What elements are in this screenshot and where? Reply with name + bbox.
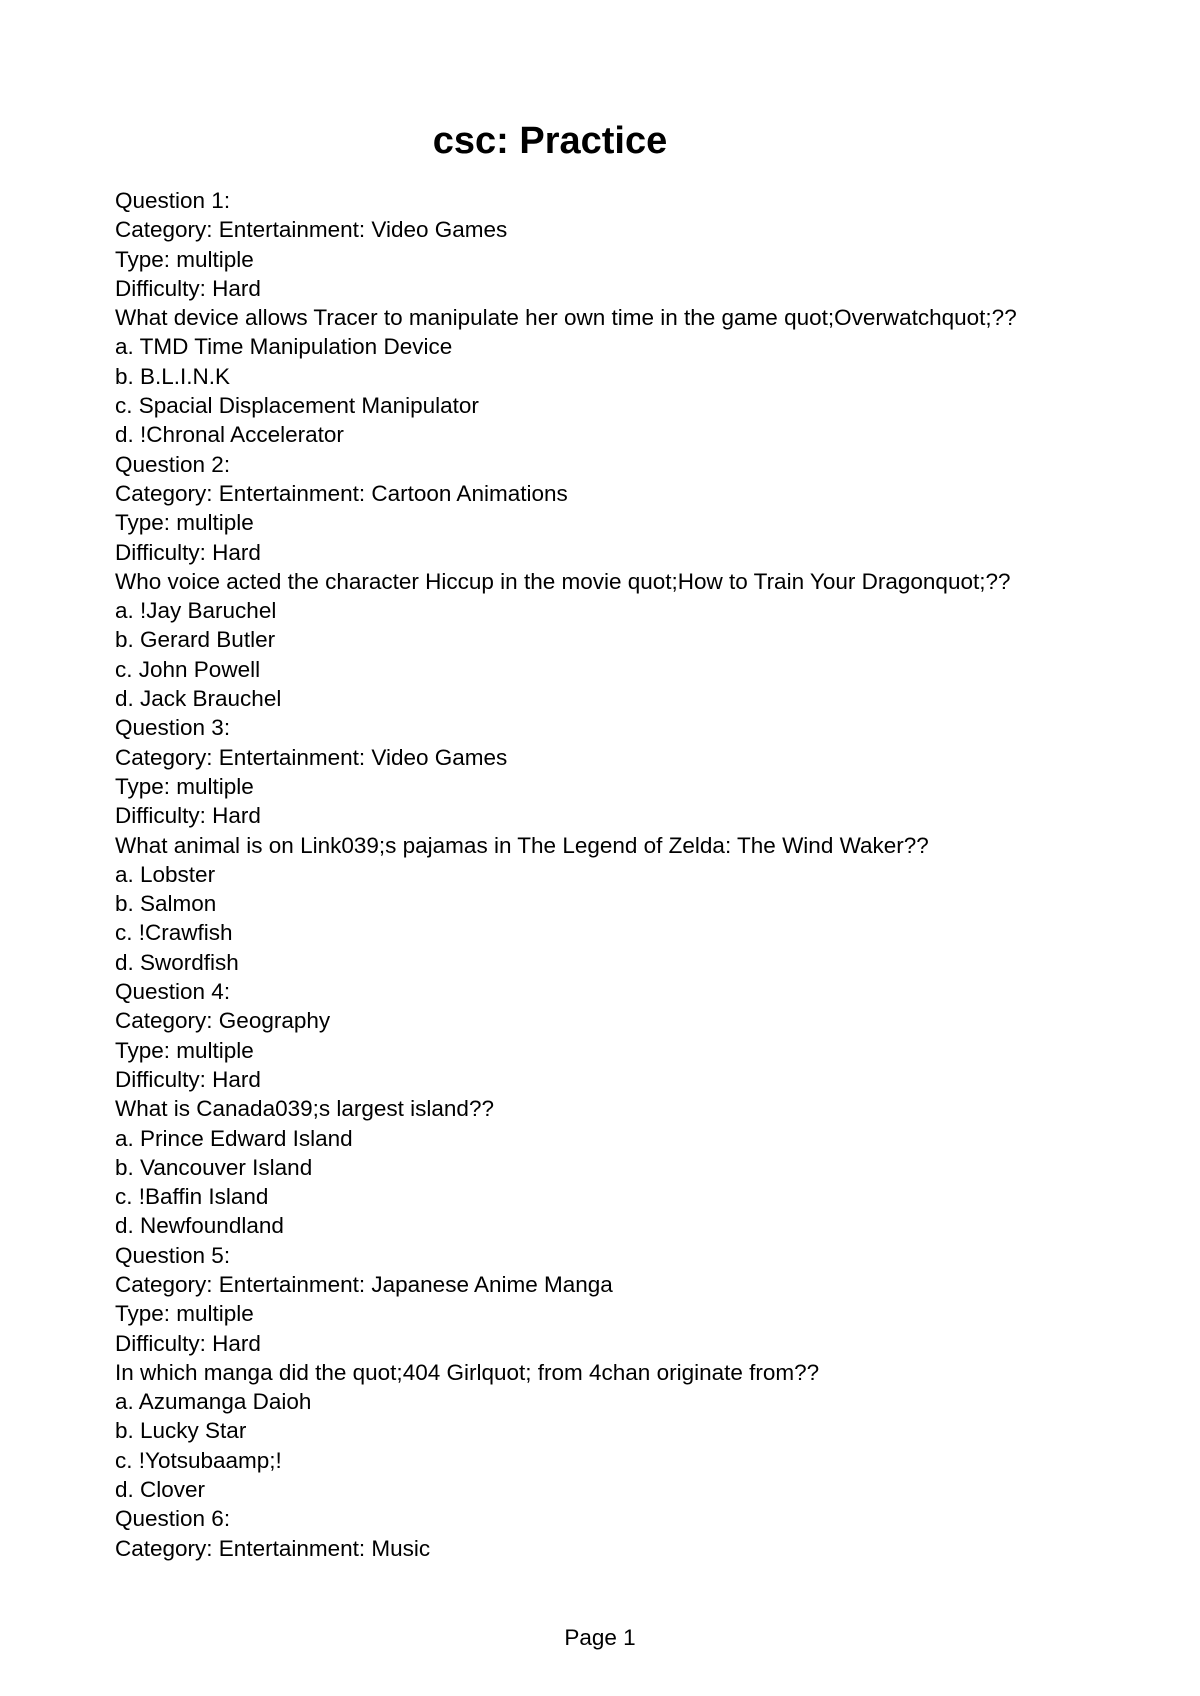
question-prompt: In which manga did the quot;404 Girlquot; from 4chan originate from??: [115, 1359, 820, 1385]
question-block: [115, 713, 1115, 977]
question-type: Type: multiple: [115, 510, 254, 536]
answer-option: a. Lobster: [115, 861, 216, 887]
question-heading: Question 4:: [115, 979, 231, 1005]
answer-option: d. Newfoundland: [115, 1213, 284, 1239]
answer-option: c. John Powell: [115, 656, 261, 682]
question-category: Category: Entertainment: Video Games: [115, 217, 508, 243]
question-category: Category: Entertainment: Cartoon Animations: [115, 480, 568, 506]
question-category: Category: Entertainment: Japanese Anime Manga: [115, 1271, 613, 1297]
question-difficulty: Difficulty: Hard: [115, 1330, 261, 1356]
answer-option: c. !Baffin Island: [115, 1184, 269, 1210]
question-difficulty: Difficulty: Hard: [115, 539, 261, 565]
question-prompt: What device allows Tracer to manipulate her own time in the game quot;Overwatchquot;??: [115, 305, 1017, 331]
question-type: Type: multiple: [115, 246, 254, 272]
question-type: Type: multiple: [115, 1301, 254, 1327]
answer-option: d. Clover: [115, 1477, 206, 1503]
answer-option: c. !Crawfish: [115, 920, 233, 946]
question-category: Category: Entertainment: Music: [115, 1535, 431, 1561]
answer-option: b. Gerard Butler: [115, 627, 276, 653]
question-type: Type: multiple: [115, 773, 254, 799]
question-category: Category: Geography: [115, 1008, 331, 1034]
answer-option: a. !Jay Baruchel: [115, 598, 277, 624]
question-block: [115, 977, 1115, 1241]
question-prompt: What is Canada039;s largest island??: [115, 1096, 494, 1122]
question-heading: Question 2:: [115, 451, 231, 477]
document-title: csc: Practice: [432, 120, 668, 162]
question-heading: Question 1:: [115, 188, 231, 213]
question-category: Category: Entertainment: Video Games: [115, 744, 508, 770]
answer-option: d. !Chronal Accelerator: [115, 422, 344, 448]
question-prompt: Who voice acted the character Hiccup in the movie quot;How to Train Your Dragonquot;??: [115, 568, 1011, 594]
question-heading: Question 5:: [115, 1242, 231, 1268]
answer-option: b. Salmon: [115, 891, 217, 917]
question-difficulty: Difficulty: Hard: [115, 803, 261, 829]
answer-option: a. Azumanga Daioh: [115, 1389, 312, 1415]
answer-option: a. TMD Time Manipulation Device: [115, 334, 453, 360]
answer-option: c. Spacial Displacement Manipulator: [115, 393, 479, 419]
question-prompt: What animal is on Link039;s pajamas in The Legend of Zelda: The Wind Waker??: [115, 832, 929, 858]
question-heading: Question 3:: [115, 715, 231, 741]
answer-option: c. !Yotsubaamp;!: [115, 1447, 282, 1473]
question-difficulty: Difficulty: Hard: [115, 1066, 261, 1092]
page-number: Page 1: [564, 1625, 636, 1650]
question-block: [115, 1241, 1115, 1505]
question-block: [115, 1504, 1115, 1563]
question-difficulty: Difficulty: Hard: [115, 275, 261, 301]
answer-option: a. Prince Edward Island: [115, 1125, 353, 1151]
answer-option: d. Jack Brauchel: [115, 686, 282, 712]
answer-option: b. Lucky Star: [115, 1418, 247, 1444]
question-list: [115, 186, 1115, 1563]
answer-option: d. Swordfish: [115, 949, 239, 975]
answer-option: b. Vancouver Island: [115, 1154, 313, 1180]
question-type: Type: multiple: [115, 1037, 254, 1063]
question-block: [115, 450, 1115, 714]
question-heading: Question 6:: [115, 1506, 231, 1532]
question-block: [115, 186, 1115, 450]
answer-option: b. B.L.I.N.K: [115, 363, 231, 389]
